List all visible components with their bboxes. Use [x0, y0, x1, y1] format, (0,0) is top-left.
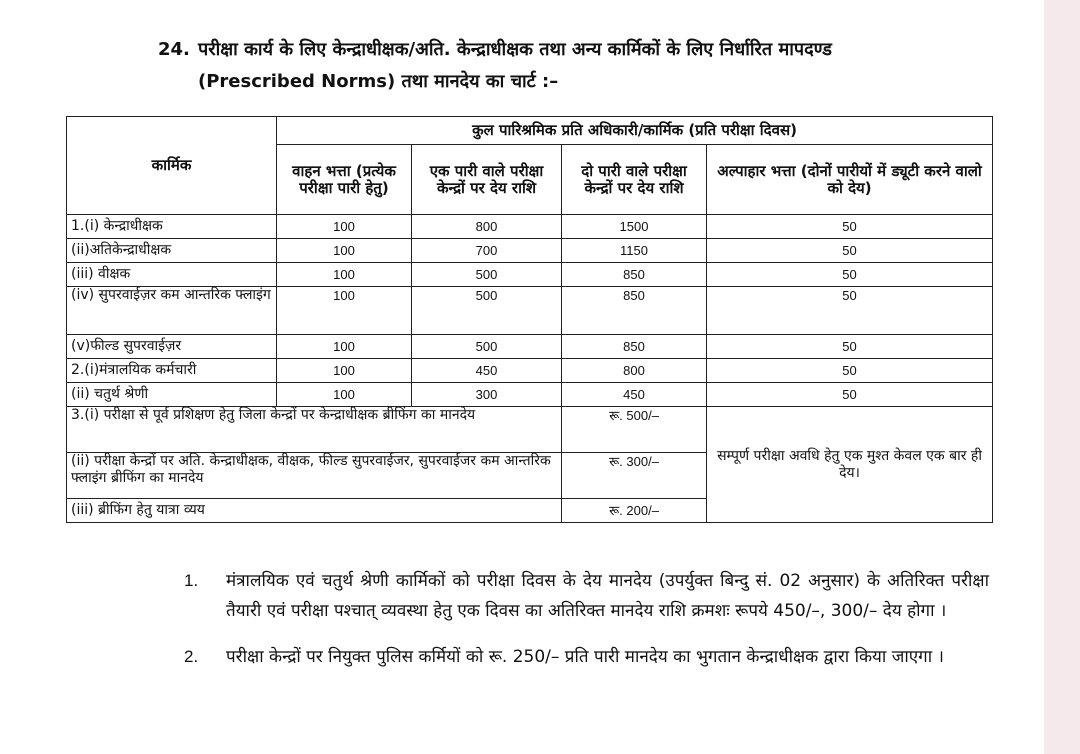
header-conveyance: वाहन भत्ता (प्रत्येक परीक्षा पारी हेतु): [277, 145, 412, 215]
cell-two-shift: 1150: [562, 239, 707, 263]
cell-one-shift: 800: [412, 215, 562, 239]
row-label: 1.(i) केन्द्राधीक्षक: [67, 215, 277, 239]
table-row: [67, 263, 993, 287]
list-item: [184, 566, 989, 626]
cell-conveyance: 100: [277, 335, 412, 359]
cell-conveyance: 100: [277, 263, 412, 287]
cell-refreshment: 50: [707, 215, 993, 239]
cell-refreshment: 50: [707, 383, 993, 407]
briefing-note: सम्पूर्ण परीक्षा अवधि हेतु एक मुश्त केवल एक बार ही देय।: [707, 407, 993, 523]
row-label: (v)फील्ड सुपरवाईज़र: [67, 335, 277, 359]
briefing-label: (ii) परीक्षा केन्द्रों पर अति. केन्द्राधीक्षक, वीक्षक, फील्ड सुपरवाईजर, सुपरवाईजर कम आन्तरिक फ्लाइंग ब्रीफिंग का मानदेय: [67, 453, 562, 499]
header-personnel: कार्मिक: [67, 117, 277, 215]
cell-two-shift: 850: [562, 287, 707, 335]
cell-refreshment: 50: [707, 263, 993, 287]
note-text: मंत्रालयिक एवं चतुर्थ श्रेणी कार्मिकों को परीक्षा दिवस के देय मानदेय (उपर्युक्त बिन्दु सं. 02 अनुसार) के अतिरिक्त परीक्षा तैयारी एवं परीक्षा पश्चात् व्यवस्था हेतु एक दिवस का अतिरिक्त मानदेय राशि क्रमशः रूपये 450/–, 300/– देय होगा ।: [226, 571, 989, 621]
cell-one-shift: 700: [412, 239, 562, 263]
cell-one-shift: 500: [412, 287, 562, 335]
row-label: (iv) सुपरवाईज़र कम आन्तरिक फ्लाइंग: [67, 287, 277, 335]
cell-two-shift: 1500: [562, 215, 707, 239]
note-text: परीक्षा केन्द्रों पर नियुक्त पुलिस कर्मियों को रू. 250/– प्रति पारी मानदेय का भुगतान केन्द्राधीक्षक द्वारा किया जाएगा ।: [226, 647, 944, 667]
table-row: [67, 383, 993, 407]
cell-conveyance: 100: [277, 215, 412, 239]
table-row: [67, 335, 993, 359]
header-group: कुल पारिश्रमिक प्रति अधिकारी/कार्मिक (प्रति परीक्षा दिवस): [277, 117, 993, 145]
row-label: (ii)अतिकेन्द्राधीक्षक: [67, 239, 277, 263]
briefing-amount: रू. 300/–: [562, 453, 707, 499]
cell-two-shift: 800: [562, 359, 707, 383]
cell-two-shift: 450: [562, 383, 707, 407]
row-label: (ii) चतुर्थ श्रेणी: [67, 383, 277, 407]
cell-refreshment: 50: [707, 239, 993, 263]
notes-list: [184, 566, 989, 688]
note-number: 2.: [184, 647, 199, 666]
page-edge: [1044, 0, 1080, 754]
cell-refreshment: 50: [707, 335, 993, 359]
norms-table: [66, 116, 993, 523]
cell-one-shift: 450: [412, 359, 562, 383]
header-refreshment: अल्पाहार भत्ता (दोनों पारीयों में ड्यूटी करने वालो को देय): [707, 145, 993, 215]
briefing-label: 3.(i) परीक्षा से पूर्व प्रशिक्षण हेतु जिला केन्द्रों पर केन्द्राधीक्षक ब्रीफिंग का मानदेय: [67, 407, 562, 453]
table-row: [67, 239, 993, 263]
briefing-amount: रू. 500/–: [562, 407, 707, 453]
briefing-amount: रू. 200/–: [562, 499, 707, 523]
header-two-shift: दो पारी वाले परीक्षा केन्द्रों पर देय राशि: [562, 145, 707, 215]
cell-one-shift: 300: [412, 383, 562, 407]
heading-line-1: परीक्षा कार्य के लिए केन्द्राधीक्षक/अति. केन्द्राधीक्षक तथा अन्य कार्मिकों के लिए निर्धारित मापदण्ड: [198, 39, 832, 60]
cell-conveyance: 100: [277, 359, 412, 383]
cell-two-shift: 850: [562, 335, 707, 359]
row-label: (iii) वीक्षक: [67, 263, 277, 287]
table-row: [67, 287, 993, 335]
cell-one-shift: 500: [412, 263, 562, 287]
table-row: [67, 359, 993, 383]
cell-refreshment: 50: [707, 287, 993, 335]
heading-line-2: (Prescribed Norms) तथा मानदेय का चार्ट :–: [198, 71, 559, 92]
section-heading: [158, 34, 998, 98]
cell-conveyance: 100: [277, 287, 412, 335]
cell-refreshment: 50: [707, 359, 993, 383]
section-number: 24.: [158, 39, 190, 60]
list-item: [184, 642, 989, 672]
table-row: [67, 215, 993, 239]
cell-two-shift: 850: [562, 263, 707, 287]
cell-conveyance: 100: [277, 239, 412, 263]
row-label: 2.(i)मंत्रालयिक कर्मचारी: [67, 359, 277, 383]
header-one-shift: एक पारी वाले परीक्षा केन्द्रों पर देय राशि: [412, 145, 562, 215]
note-number: 1.: [184, 571, 199, 590]
cell-one-shift: 500: [412, 335, 562, 359]
cell-conveyance: 100: [277, 383, 412, 407]
briefing-label: (iii) ब्रीफिंग हेतु यात्रा व्यय: [67, 499, 562, 523]
table-row: [67, 407, 993, 453]
